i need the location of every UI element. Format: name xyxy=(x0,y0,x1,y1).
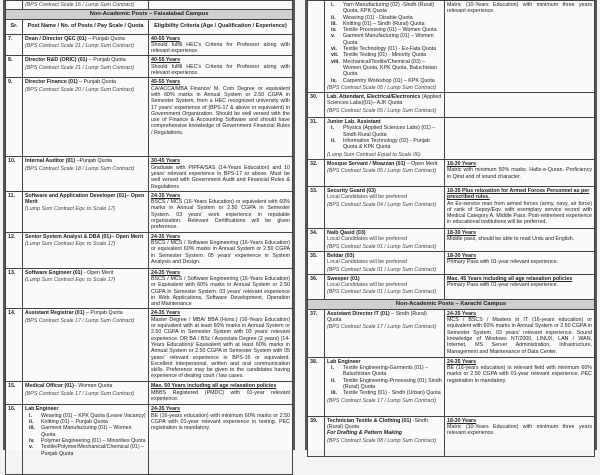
sub-post-text: Garment Manufacturing (01) – Women Quota xyxy=(343,33,434,46)
job-row xyxy=(308,357,595,416)
post-cell xyxy=(23,405,149,475)
age-limit: 30-45 Years xyxy=(151,158,181,165)
job-row xyxy=(308,118,595,160)
pay-scale: (BPS Contract Scale 17 / Lump Sum Contract) xyxy=(25,317,135,324)
post-title xyxy=(327,94,442,107)
pay-scale: (BPS Contract Scale 04 / Lump Sum Contract) xyxy=(327,201,437,208)
post-name: Lab Engineer xyxy=(25,406,59,413)
partial-scale: (BPS Contract Scale 16 / Lump Sum Contract) xyxy=(23,1,149,10)
sub-post-number: ii. xyxy=(331,138,336,145)
post-name: Senior System Analyst & DBA (01)– Open Merit xyxy=(25,233,144,240)
sub-post-number: ii. xyxy=(331,14,336,21)
serial-number: 30. xyxy=(308,93,325,118)
post-title xyxy=(25,36,146,42)
post-cell xyxy=(23,232,149,268)
qualification-text: Matric with minimum 50% marks. Hafiz-e-Quran. Proficiency in Qirat and of sound character. xyxy=(447,167,592,180)
criteria-cell xyxy=(445,186,595,228)
job-row xyxy=(308,159,595,186)
sub-post-number: ii. xyxy=(331,377,336,384)
serial-number: 9. xyxy=(6,78,23,157)
pay-scale: (BPS Contract Scale 01 / Lump Sum Contract) xyxy=(327,243,437,250)
post-name: Sweeper (01) xyxy=(327,275,360,282)
post-title xyxy=(25,193,146,206)
job-row xyxy=(6,78,293,157)
post-title xyxy=(327,311,442,324)
post-name: Internal Auditor (01) xyxy=(25,158,76,165)
serial-number: 37. xyxy=(308,309,325,357)
serial-number: 34. xyxy=(308,228,325,251)
right-table xyxy=(307,0,595,457)
sub-post xyxy=(327,78,442,84)
post-cell xyxy=(325,251,445,274)
qualification-text: Master Degree / MBA/ BBA (Hons.) (16-Years Education) or equivalent with at least 60% marks in Annual System or 2.50 CGPA in Semester System with 03 years' relevant experience. OR BA / BSc / Associate Degree (2 years) (14-Years Education)/ Equivalent with at least 60% marks in Annual System or 2.50 CGPA in Semester System with 05 years' relevant experience in BPS-16 or equivalent. Excellent interpersonal, written and oral communication skills. Preference may be given to the candidates having experience of dealing court / law cases. xyxy=(151,316,290,380)
sub-post xyxy=(327,125,442,138)
age-limit: 40-55 Years xyxy=(151,57,181,64)
post-name: Lab. Attendant, Electrical/Electronics xyxy=(327,94,421,101)
sub-post-number: iii. xyxy=(29,425,35,432)
post-name: Beldar (03) xyxy=(327,252,355,259)
serial-number: 14. xyxy=(6,309,23,382)
criteria-cell xyxy=(445,93,595,118)
sub-post-text: Knitting (01) – Sindh (Rural) Quota xyxy=(343,20,425,27)
pay-scale: (BPS Contract Scale 05 / Lump Sum Contract) xyxy=(327,84,437,91)
sub-post-text: Yarn Manufacturing (02) -Sindh (Rural) Quota, KPK Quota xyxy=(343,2,435,15)
serial-number: 38. xyxy=(308,357,325,416)
criteria-cell xyxy=(149,191,293,232)
post-quota: – Punjab Quota xyxy=(77,79,116,86)
sub-post-number: i. xyxy=(331,2,334,8)
post-cell xyxy=(23,157,149,191)
local-candidates-note: Local Candidates will be preferred xyxy=(327,282,408,289)
post-quota: -Sindh (Rural) Quota xyxy=(327,417,429,431)
post-quota: – Punjab Quota xyxy=(87,57,126,64)
job-row xyxy=(308,416,595,456)
sub-post-text: Information Technology (02) - Punjab Quota & KPK Quota xyxy=(343,138,430,151)
header-sr: Sr. xyxy=(6,19,23,34)
criteria-cell xyxy=(149,309,293,382)
qualification-text: BE (16-years education) with minimum 60% marks or 2.50 CGPA with 01-year relevant experience in testing. PEC registration is mandatory. xyxy=(151,412,290,432)
pay-scale: (BPS Contract Scale 17 / Lump Sum Contract) xyxy=(327,324,437,331)
criteria-cell xyxy=(149,405,293,475)
age-limit: 45-55 Years xyxy=(151,79,181,86)
sub-post-number: v. xyxy=(331,33,336,40)
serial-number: 35. xyxy=(308,251,325,274)
post-cell xyxy=(23,78,149,157)
qualification-text: CA/ACCA/MBA Finance/ M. Com Degree or equivalent with 60% marks in Annual System or 2.50 CGPA in Semester System, from a HEC recognized university with 17 years' experience of (BPS-17 & above or equivalent) in Government Organization. Should be well versed with the use of Finance & Accounting Software and should have comprehensive knowledge of Government Financial Rules / Regulations. xyxy=(151,85,290,136)
post-cell xyxy=(23,268,149,309)
pay-scale: (Lump Sum Contract Eqv. to Scale 17) xyxy=(25,240,116,247)
header-criteria: Eligibility Criteria (Age / Qualification / Experience) xyxy=(149,19,293,34)
serial-number: 7. xyxy=(6,34,23,56)
age-limit: 40-55 Years xyxy=(151,35,181,42)
age-limit: 24-35 Years xyxy=(151,192,181,199)
sub-post-text: Physics (Applied Sciences Labs) (01) – Sindh Rural Quota xyxy=(343,125,436,138)
sub-post-number: vi. xyxy=(331,46,337,53)
post-name: Technician Textile & Clothing (01) xyxy=(327,417,412,424)
sub-post-number: ix. xyxy=(331,77,337,84)
post-cell xyxy=(23,382,149,405)
post-cell xyxy=(325,416,445,456)
sub-post-text: Weaving (01) - Disable Quota xyxy=(343,14,413,21)
criteria-cell xyxy=(149,157,293,191)
sub-post-number: iii. xyxy=(331,20,337,27)
local-candidates-note: Local Candidates will be preferred xyxy=(327,236,408,243)
sub-post xyxy=(327,365,442,378)
local-candidates-note: Local Candidates will be preferred xyxy=(327,259,408,266)
qualification-text: Primary Pass with 01-year relevant experience. xyxy=(447,259,558,266)
sub-post-number: i. xyxy=(331,365,334,372)
sub-post-text: Textile Technology (01) - Ex-Fata Quota xyxy=(343,46,437,53)
criteria-cell xyxy=(149,268,293,309)
qualification-text: BSCS / MCS (16-Years Education) or equivalent with 60% marks in Annual System or 2.50 CGPA in Semester System. 03 years' work experience in reputable organization. Relevant Certifications will be given preference. xyxy=(151,199,290,231)
sub-post-number: i. xyxy=(29,412,32,419)
post-name: Director R&D (ORIC) (01) xyxy=(25,57,88,64)
sub-post-text: Mechanical/Textile/Chemical (03) – Women Quota, KPK Quota, Baluchistan Quota xyxy=(343,58,437,78)
post-name: Medical Officer (01) xyxy=(25,383,74,390)
post-quota: (Applied Sciences Labs)(01)– AJK Quota xyxy=(327,94,442,107)
post-quota: – Open Merit xyxy=(405,160,438,167)
sub-post-text: Textile/Polymer/Mechanical/Chemical (01) –Punjab Quota xyxy=(41,444,145,457)
serial-number: 39. xyxy=(308,416,325,456)
post-name: Software Engineer (01) xyxy=(25,269,83,276)
criteria-cell xyxy=(149,78,293,157)
post-cell xyxy=(23,56,149,78)
job-row xyxy=(6,405,293,475)
job-row xyxy=(6,157,293,191)
post-cell xyxy=(325,357,445,416)
age-limit: Max. 45 Years including all age relaxation policies xyxy=(447,275,573,282)
age-limit: 24-35 Years xyxy=(151,406,181,413)
left-table xyxy=(5,0,293,475)
post-name: Lab Engineer xyxy=(327,358,361,365)
qualification-text: BSCS / MCS / Software Engineering (16-Years Education) or Equivalent with 60% marks in Annual System or 2.50 CGPA in Semester System. 03 years' relevant experience in Web Applications, Software Development, Operation and Maintenance xyxy=(151,275,290,308)
job-row xyxy=(308,93,595,118)
post-cell xyxy=(325,1,445,93)
serial-number: 32. xyxy=(308,159,325,186)
post-name: Director Finance (01) xyxy=(25,79,78,86)
pay-scale: (Lump Sum Contract Eqv. to Scale 17) xyxy=(25,276,116,283)
qualification-text: Middle pass, should be able to read Urdu and English. xyxy=(447,236,575,243)
age-limit: 18-30 Years xyxy=(447,252,477,259)
pay-scale: (BPS Contract Scale 18 / Lump Sum Contract) xyxy=(25,165,135,172)
criteria-cell xyxy=(445,159,595,186)
serial-number: 16. xyxy=(6,405,23,475)
criteria-cell xyxy=(445,228,595,251)
sub-post xyxy=(327,2,442,15)
post-cell xyxy=(325,93,445,118)
criteria-cell xyxy=(445,274,595,299)
pay-scale: (Lump Sum Contract Eqv. to Scale 17) xyxy=(25,206,116,213)
serial-number: 15. xyxy=(6,382,23,405)
serial-number: 10. xyxy=(6,157,23,191)
sub-post-number: i. xyxy=(331,125,334,132)
pay-scale: (BPS Contract Scale 21 / Lump Sum Contract) xyxy=(25,42,135,49)
header-post: Post Name / No. of Posts / Pay Scale / Quota xyxy=(23,19,149,34)
post-name: Mosque Servant / Moazzan (01) xyxy=(327,160,406,167)
sub-post-text: Carpentry Workshop (01) – KPK Quota xyxy=(343,77,435,84)
post-cell xyxy=(23,34,149,56)
post-name: Naib Qasid (03) xyxy=(327,229,366,236)
qualification-text: Graduate with PIPFA/SAS (14-Years Education) and 10 years' relevant experience in BPS-17 or above. Must be well versed with Government Audit and Financial Rules & Regulations xyxy=(151,164,290,190)
age-limit: 18-30 Years xyxy=(447,229,477,236)
post-quota: – Punjab Quota xyxy=(84,310,123,317)
serial-number: 12. xyxy=(6,232,23,268)
post-name: Software and Application Developer (01)– Open Merit xyxy=(25,192,145,206)
post-cell xyxy=(325,159,445,186)
serial-number: 11. xyxy=(6,191,23,232)
qualification-text: Matric (10-Years Education) with minimum three years relevant experience. xyxy=(447,2,592,15)
age-limit: 24-35 Years xyxy=(447,358,477,365)
pay-scale: (BPS Contract Scale 20 / Lump Sum Contract) xyxy=(25,86,135,93)
sub-post-text: Textile Processing (01) – Women Quota xyxy=(343,27,437,34)
age-limit: 24-35 Years xyxy=(151,310,181,317)
sub-post xyxy=(327,390,442,396)
job-row xyxy=(6,382,293,405)
post-specialization: For Drafting & Pattern Making xyxy=(327,430,403,437)
post-title xyxy=(25,79,146,85)
criteria-cell xyxy=(445,1,595,93)
sub-post-number: viii. xyxy=(331,58,340,65)
post-name: Junior Lab. Assistant xyxy=(327,119,381,126)
post-quota: –Punjab Quota xyxy=(75,158,112,165)
pay-scale: (BPS Contract Scale 05 / Lump Sum Contract) xyxy=(327,168,437,175)
sub-post-number: iv. xyxy=(331,27,337,34)
qualification-text: BE (16-years education) in relevant field with minimum 60% marks or 2.50 CGPA with 01-year relevant experience. PEC registration in mandatory. xyxy=(447,365,592,384)
pay-scale: (BPS Contract Scale 08 / Lump Sum Contract) xyxy=(327,437,437,444)
age-limit: 18-30 Years xyxy=(447,417,477,424)
job-row xyxy=(6,191,293,232)
job-row xyxy=(308,251,595,274)
job-row xyxy=(6,309,293,382)
sub-post-text: Polymer Engineering (01) – Minorities Quota xyxy=(41,437,146,444)
criteria-cell xyxy=(149,34,293,56)
sub-post-number: iv. xyxy=(29,437,35,444)
pay-scale: (BPS Contract Scale 05 / Lump Sum Contract) xyxy=(327,107,437,114)
criteria-cell xyxy=(445,118,595,160)
post-title xyxy=(25,383,146,389)
age-limit: 24-35 Years xyxy=(447,310,477,317)
post-title xyxy=(25,158,146,164)
post-title xyxy=(25,270,146,276)
criteria-cell xyxy=(445,309,595,357)
post-name: Assistant Registrar (01) xyxy=(25,310,85,317)
serial-number: 8. xyxy=(6,56,23,78)
pay-scale: (BPS Contract Scale 17 / Lump Sum Contract) xyxy=(327,397,437,404)
serial-number: 33. xyxy=(308,186,325,228)
section-header-row xyxy=(308,299,595,309)
post-quota: – Women Quota xyxy=(73,383,113,390)
criteria-cell xyxy=(445,416,595,456)
sub-post-text: Textile Engineering-Garments (01) – Baluchistan Quota xyxy=(343,365,429,378)
post-name: Security Guard (03) xyxy=(327,187,376,194)
post-cell xyxy=(325,186,445,228)
criteria-cell xyxy=(445,251,595,274)
job-row xyxy=(6,56,293,78)
sub-post-text: Garment Manufacturing (01) – Women Quota xyxy=(41,425,132,438)
criteria-cell xyxy=(149,56,293,78)
serial-number: 31. xyxy=(308,118,325,160)
job-row xyxy=(6,232,293,268)
qualification-text: Should fulfill HEC's Criteria for Professor along with relevant experience. xyxy=(151,41,290,55)
job-row xyxy=(308,186,595,228)
post-title xyxy=(327,418,442,431)
qualification-text: MBBS Registered (PMDC) with 01-year relevant experience. xyxy=(151,389,290,403)
right-column xyxy=(305,0,597,450)
serial-number: 36. xyxy=(308,274,325,299)
post-name: Assistant Director IT (01) xyxy=(327,310,390,317)
job-row xyxy=(308,309,595,357)
post-title xyxy=(25,310,146,316)
pay-scale: (Lump Sum Contract Equal to Scale 06) xyxy=(327,151,421,158)
qualification-text: An Ex-service man from armed forces (army, navy, air force) of rank of Sepoy/Eqv. with exemplary service record with Medical Category A. Middle Pass. Post-retirement experience in educational institutions will be preferred. xyxy=(447,200,592,226)
serial-number: 13. xyxy=(6,268,23,309)
serial-number xyxy=(308,1,325,93)
qualification-text: Matric (10-Years Education) with minimum three years relevant experience. xyxy=(447,424,592,437)
sub-post xyxy=(327,378,442,391)
pay-scale: (BPS Contract Scale 01 / Lump Sum Contract) xyxy=(327,266,437,273)
post-title xyxy=(25,234,146,240)
sub-post xyxy=(25,444,146,457)
qualification-text: BSCS / MCS / Software Engineering (16-Years Education) or equivalent 60% marks in Annual System or 2.50 CGPA in Semester System. 05 years' experience in System Analysis and Design. xyxy=(151,239,290,265)
pay-scale: (BPS Contract Scale 01 / Lump Sum Contract) xyxy=(327,289,437,296)
pay-scale: (BPS Contract Scale 17 / Lump Sum Contract) xyxy=(25,390,135,397)
sub-post-text: Textile Testing (01) - Minority Quota xyxy=(343,52,427,59)
qualification-text: Should fulfill HEC's Criteria for Professor along with relevant experience. xyxy=(151,63,290,77)
sub-post-text: Textile Testing (01) - Sindh (Urban) Quota xyxy=(343,390,441,397)
job-row xyxy=(308,1,595,93)
age-limit: Max. 50 Years including all age relaxation policies xyxy=(151,383,277,390)
sub-post-number: ii. xyxy=(29,419,34,426)
section-karachi: Non-Academic Posts – Karachi Campus xyxy=(308,299,595,309)
job-row xyxy=(6,34,293,56)
job-row xyxy=(6,268,293,309)
sub-post-number: iii. xyxy=(331,390,337,397)
pay-scale: (BPS Contract Scale 21 / Lump Sum Contract) xyxy=(25,64,135,71)
age-limit: 18-35 Plus relaxation for Armed Forces Personnel as per prescribed rules. xyxy=(447,187,590,201)
sub-post xyxy=(327,138,442,151)
local-candidates-note: Local Candidates will be preferred xyxy=(327,194,408,201)
post-quota: - Open Merit xyxy=(82,269,114,276)
age-limit: 24-35 Years xyxy=(151,233,181,240)
sub-post-text: Knitting (01) – Punjab Quota xyxy=(41,419,108,426)
job-row xyxy=(308,228,595,251)
post-cell xyxy=(325,309,445,357)
criteria-cell xyxy=(445,357,595,416)
age-limit: 24-35 Years xyxy=(151,269,181,276)
age-limit: 18-30 Years xyxy=(447,160,477,167)
post-title xyxy=(327,161,442,167)
left-column xyxy=(3,0,295,457)
post-title xyxy=(25,57,146,63)
post-cell xyxy=(23,191,149,232)
job-row xyxy=(308,274,595,299)
post-quota: – Punjab Quota xyxy=(86,35,125,42)
post-quota: – Sindh (Rural) Quota xyxy=(327,310,427,324)
post-cell xyxy=(23,309,149,382)
criteria-cell xyxy=(149,382,293,405)
post-cell xyxy=(325,118,445,160)
sub-post xyxy=(25,425,146,438)
sub-post-text: Weaving (01) – KPK Quota (Leave Vacancy) xyxy=(41,412,146,419)
sub-post xyxy=(327,33,442,46)
section-faisalabad: Non-Academic Posts – Faisalabad Campus xyxy=(6,10,293,19)
criteria-cell xyxy=(149,232,293,268)
sub-post-number: vii. xyxy=(331,52,339,59)
sub-post-text: Textile Engineering-Processing (01) Sindh (Rural) Quota xyxy=(343,377,442,391)
qualification-text: Primary Pass with 01-year relevant experience. xyxy=(447,282,558,289)
qualification-text: MCS / BSCS / Masters in IT (16-years education) or equivalent with 60% marks in Annual System or 2.50 CGPA in Semester System. 03 years' relevant experience. Sound knowledge of Windows NT/2000, LINUX, LAN / WAN, Internet, MS Server Administration, Infrastructure, Management and Maintenance of Data Center. xyxy=(447,317,592,355)
sub-post xyxy=(327,59,442,78)
sub-post-number: v. xyxy=(29,444,34,451)
post-cell xyxy=(325,228,445,251)
post-name: Dean / Director QEC (01) xyxy=(25,35,87,42)
post-cell xyxy=(325,274,445,299)
